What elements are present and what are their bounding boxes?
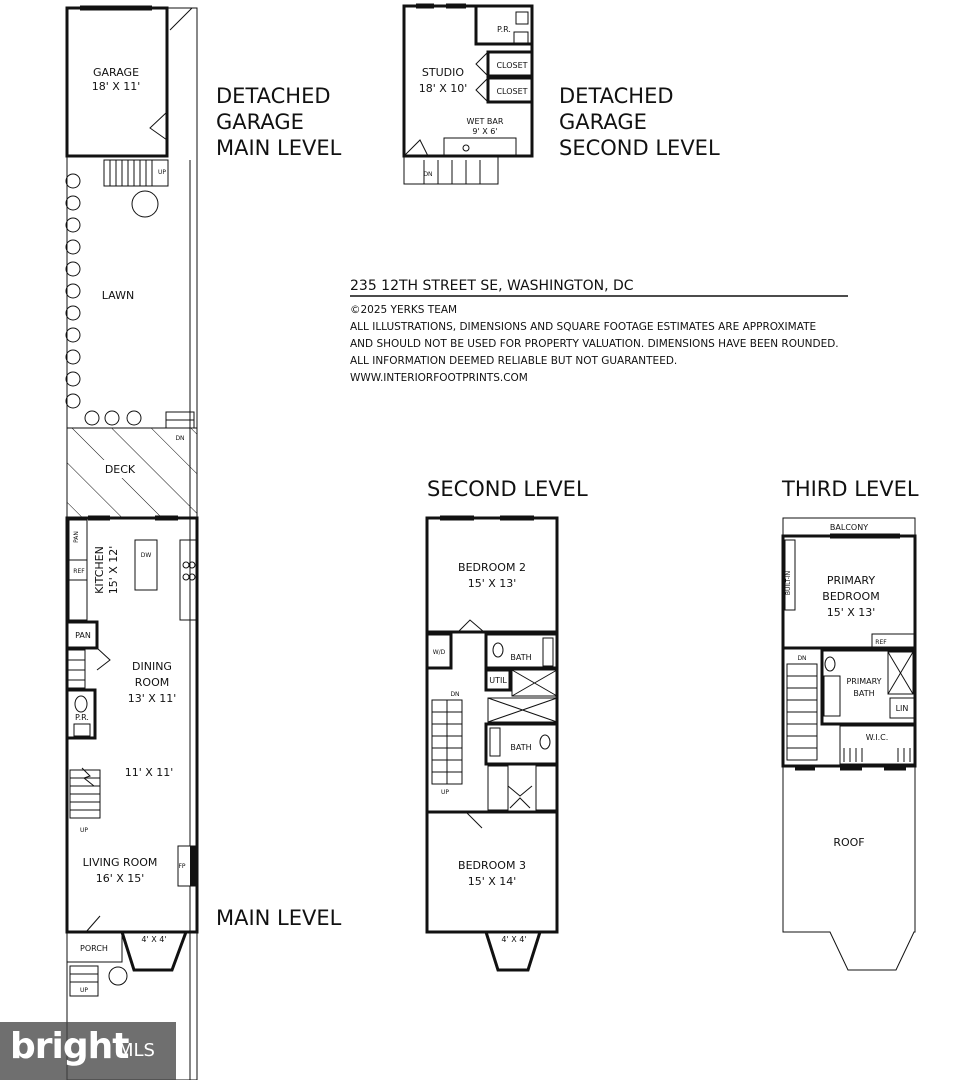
second-stairs-up-label: UP xyxy=(440,789,450,796)
main-pantry1-label: PAN xyxy=(73,531,80,543)
heading-second-level: SECOND LEVEL xyxy=(427,477,588,501)
deck-label: DECK xyxy=(104,463,136,476)
heading-detached-main-1: DETACHED xyxy=(216,84,331,108)
main-pr-label: P.R. xyxy=(75,713,89,722)
hall-dim: 11' X 11' xyxy=(124,766,174,779)
studio-label: STUDIO xyxy=(421,66,465,79)
dining-label-2: ROOM xyxy=(134,676,170,689)
heading-detached-second-2: GARAGE xyxy=(559,110,647,134)
util-label: UTIL xyxy=(489,676,507,685)
primary-bedroom-label-1: PRIMARY xyxy=(826,574,876,587)
third-stairs xyxy=(787,664,817,760)
wet-bar-dim: 9' X 6' xyxy=(472,127,498,136)
main-bay-dim: 4' X 4' xyxy=(141,935,167,944)
primary-bath-label-2: BATH xyxy=(853,689,875,698)
second-stairs-dn-label: DN xyxy=(450,691,460,698)
garage-second-level-plan xyxy=(404,6,532,184)
built-in-label: BUILT-IN xyxy=(785,570,792,596)
main-dw-label: DW xyxy=(140,552,152,559)
bedroom3-label: BEDROOM 3 xyxy=(458,859,526,872)
heading-detached-main-3: MAIN LEVEL xyxy=(216,136,342,160)
roof-label: ROOF xyxy=(833,836,865,849)
garage-dim: 18' X 11' xyxy=(91,80,141,93)
primary-bedroom-label-2: BEDROOM xyxy=(822,590,880,603)
third-stairs-dn-label: DN xyxy=(797,655,807,662)
bedroom2-label: BEDROOM 2 xyxy=(458,561,526,574)
mls-logo-text: MLS xyxy=(118,1040,155,1061)
living-dim: 16' X 15' xyxy=(95,872,145,885)
heading-detached-main-2: GARAGE xyxy=(216,110,304,134)
primary-bedroom-dim: 15' X 13' xyxy=(826,606,876,619)
studio-pr-label: P.R. xyxy=(497,25,511,34)
balcony-label: BALCONY xyxy=(829,523,869,532)
porch-label: PORCH xyxy=(80,944,108,953)
primary-bath-label-1: PRIMARY xyxy=(846,677,882,686)
second-level-plan xyxy=(427,518,557,970)
second-stairs xyxy=(432,700,462,784)
heading-main-level: MAIN LEVEL xyxy=(216,906,342,930)
bath2-label: BATH xyxy=(510,743,532,752)
second-bay-dim: 4' X 4' xyxy=(501,935,527,944)
bright-logo-text: bright xyxy=(10,1026,129,1067)
closet1-label: CLOSET xyxy=(496,61,528,70)
wet-bar-label: WET BAR xyxy=(466,117,504,126)
garage-stairs-up-label: UP xyxy=(157,169,167,176)
bath1-label: BATH xyxy=(510,653,532,662)
website-text: WWW.INTERIORFOOTPRINTS.COM xyxy=(350,372,528,384)
heading-detached-second-3: SECOND LEVEL xyxy=(559,136,720,160)
copyright-text: ©2025 YERKS TEAM xyxy=(350,304,458,316)
lin-label: LIN xyxy=(895,704,909,713)
kitchen-label: KITCHEN xyxy=(93,546,106,594)
main-level-plan xyxy=(66,8,197,1080)
disclaimer-line-2: AND SHOULD NOT BE USED FOR PROPERTY VALUATION. DIMENSIONS HAVE BEEN ROUNDED. xyxy=(350,338,839,350)
studio-dim: 18' X 10' xyxy=(418,82,468,95)
third-ref-label: REF xyxy=(875,639,887,646)
main-pantry2-label: PAN xyxy=(75,631,91,640)
main-ref-label: REF xyxy=(73,568,85,575)
closet2-label: CLOSET xyxy=(496,87,528,96)
third-level-plan xyxy=(783,518,915,970)
disclaimer-line-1: ALL ILLUSTRATIONS, DIMENSIONS AND SQUARE FOOTAGE ESTIMATES ARE APPROXIMATE xyxy=(350,321,817,333)
porch-up-label: UP xyxy=(79,987,89,994)
bedroom2-dim: 15' X 13' xyxy=(467,577,517,590)
main-stairs xyxy=(70,768,100,818)
address-text: 235 12TH STREET SE, WASHINGTON, DC xyxy=(350,278,634,294)
wd-label: W/D xyxy=(432,649,446,656)
studio-dn-label: DN xyxy=(423,171,433,178)
heading-third-level: THIRD LEVEL xyxy=(782,477,919,501)
wic-label: W.I.C. xyxy=(865,733,889,742)
heading-detached-second-1: DETACHED xyxy=(559,84,674,108)
dining-label: DINING xyxy=(132,660,172,673)
disclaimer-line-3: ALL INFORMATION DEEMED RELIABLE BUT NOT GUARANTEED. xyxy=(350,355,678,367)
main-stairs-up-label: UP xyxy=(79,827,89,834)
living-label: LIVING ROOM xyxy=(82,856,158,869)
bedroom3-dim: 15' X 14' xyxy=(467,875,517,888)
dining-dim: 13' X 11' xyxy=(127,692,177,705)
fireplace-label: FP xyxy=(178,863,186,870)
lawn-label: LAWN xyxy=(101,289,135,302)
garage-label: GARAGE xyxy=(92,66,140,79)
kitchen-dim: 15' X 12' xyxy=(107,545,120,595)
bright-mls-logo xyxy=(0,1022,176,1080)
